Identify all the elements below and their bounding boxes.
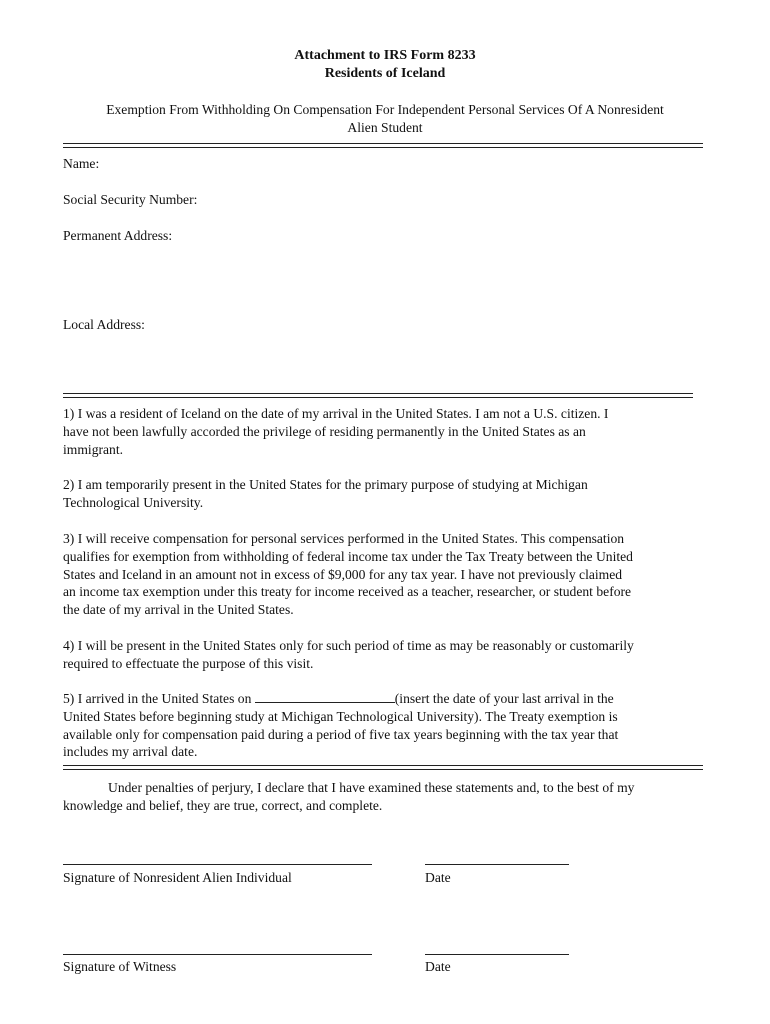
date-line-1[interactable] bbox=[425, 864, 569, 865]
double-rule-middle bbox=[63, 393, 693, 398]
form-title: Attachment to IRS Form 8233 bbox=[294, 48, 476, 63]
exemption-description-line1: Exemption From Withholding On Compensation For Independent Personal Services Of A Nonresident bbox=[106, 102, 664, 117]
declaration-line1: Under penalties of perjury, I declare that I have examined these statements and, to the best of my bbox=[108, 780, 635, 795]
statement-5 bbox=[63, 690, 708, 761]
statement-line: available only for compensation paid during a period of five tax years beginning with the tax year that bbox=[63, 726, 619, 742]
statement-2 bbox=[63, 476, 708, 512]
statement-line: immigrant. bbox=[63, 441, 124, 457]
ssn-label: Social Security Number: bbox=[63, 192, 198, 207]
declaration-line2: knowledge and belief, they are true, correct, and complete. bbox=[63, 798, 383, 813]
date-line-2[interactable] bbox=[425, 954, 569, 955]
alien-signature-label: Signature of Nonresident Alien Individual bbox=[63, 870, 292, 885]
double-rule-top bbox=[63, 143, 703, 148]
statement-line: required to effectuate the purpose of this visit. bbox=[63, 655, 314, 671]
local-address-label: Local Address: bbox=[63, 317, 145, 332]
statement-line bbox=[63, 690, 708, 708]
statement-line: 4) I will be present in the United States only for such period of time as may be reasonably or customarily bbox=[63, 638, 634, 653]
statement-5-lead: 5) I arrived in the United States on bbox=[63, 691, 255, 706]
statement-line: 3) I will receive compensation for personal services performed in the United States. This compensation bbox=[63, 531, 625, 546]
statement-line: the date of my arrival in the United States. bbox=[63, 602, 294, 618]
double-rule-bottom bbox=[63, 765, 703, 770]
statement-line: United States before beginning study at Michigan Technological University). The Treaty exemption is bbox=[63, 708, 618, 724]
witness-signature-line[interactable] bbox=[63, 954, 372, 955]
statement-4 bbox=[63, 637, 708, 673]
date-label-2: Date bbox=[425, 959, 451, 974]
permanent-address-label: Permanent Address: bbox=[63, 228, 173, 243]
name-label: Name: bbox=[63, 156, 100, 171]
exemption-description-line2: Alien Student bbox=[347, 120, 423, 135]
statement-3 bbox=[63, 530, 708, 619]
statement-line: qualifies for exemption from withholding of federal income tax under the Tax Treaty between the United bbox=[63, 548, 633, 564]
statement-line: includes my arrival date. bbox=[63, 744, 198, 760]
form-subtitle-country: Residents of Iceland bbox=[324, 66, 446, 81]
statement-line: Technological University. bbox=[63, 494, 204, 510]
statement-line: have not been lawfully accorded the privilege of residing permanently in the United States as an bbox=[63, 423, 586, 439]
statement-line: an income tax exemption under this treaty for income received as a teacher, researcher, or student before bbox=[63, 584, 632, 600]
statement-line: 2) I am temporarily present in the United States for the primary purpose of studying at Michigan bbox=[63, 477, 588, 492]
statement-line: States and Iceland in an amount not in excess of $9,000 for any tax year. I have not previously claimed bbox=[63, 566, 623, 582]
statement-line: 1) I was a resident of Iceland on the date of my arrival in the United States. I am not a U.S. citizen. I bbox=[63, 406, 609, 421]
statement-1 bbox=[63, 405, 708, 458]
witness-signature-label: Signature of Witness bbox=[63, 959, 177, 974]
date-label-1: Date bbox=[425, 870, 451, 885]
alien-signature-line[interactable] bbox=[63, 864, 372, 865]
statement-5-insert-note: (insert the date of your last arrival in the bbox=[394, 691, 614, 706]
arrival-date-blank[interactable] bbox=[255, 690, 395, 703]
